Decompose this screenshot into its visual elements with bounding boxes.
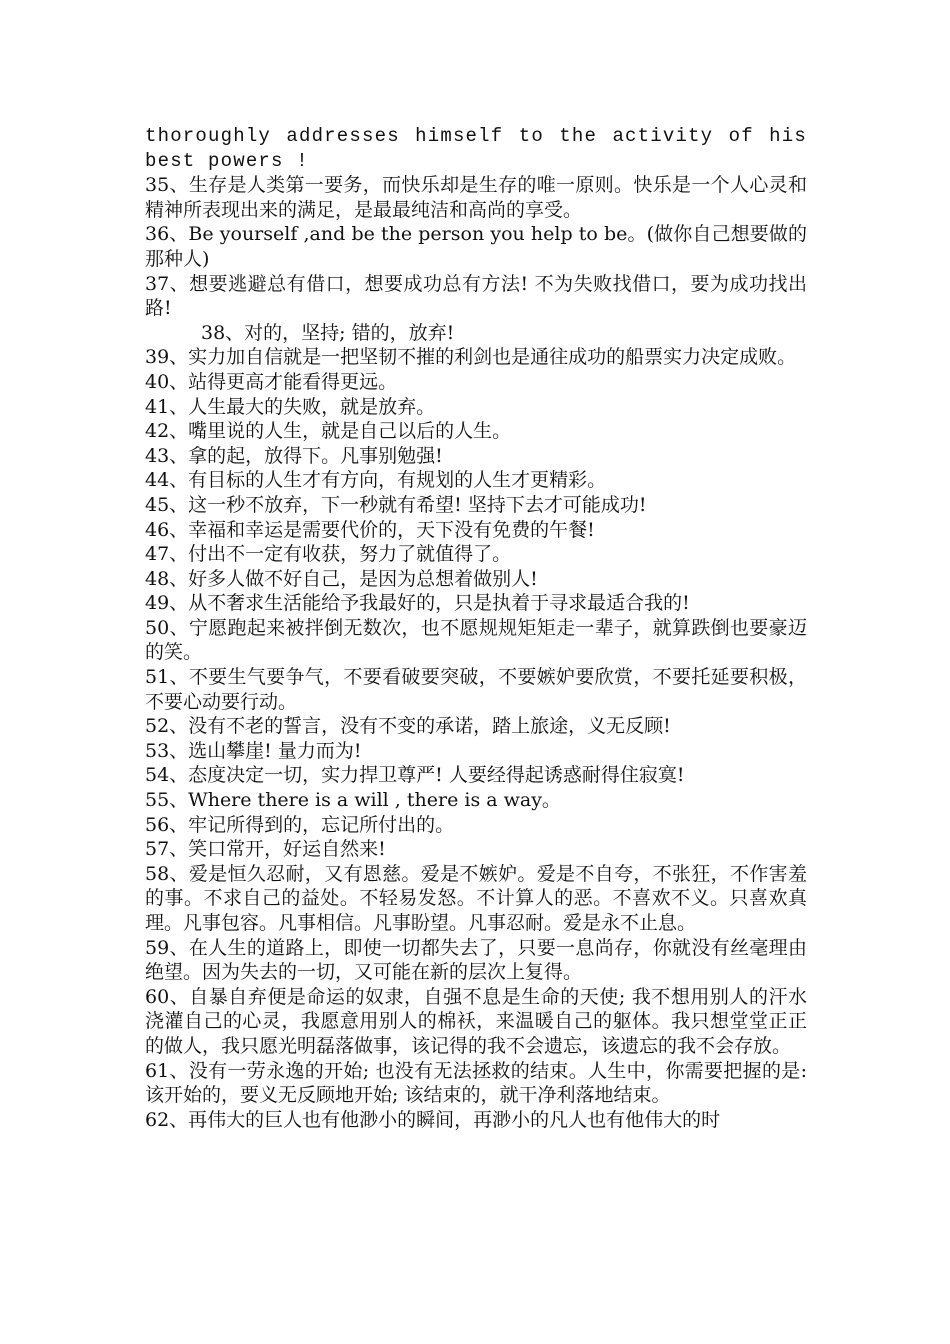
paragraph-43: 43、拿的起，放得下。凡事别勉强! <box>145 444 443 467</box>
paragraph-54: 54、态度决定一切，实力捍卫尊严! 人要经得起诱惑耐得住寂寞! <box>145 764 685 787</box>
paragraph-41: 41、人生最大的失败，就是放弃。 <box>145 395 436 418</box>
paragraph-56: 56、牢记所得到的，忘记所付出的。 <box>145 813 455 836</box>
paragraph-50: 50、宁愿跑起来被拌倒无数次，也不愿规规矩矩走一辈子，就算跌倒也要豪迈的笑。 <box>145 616 807 664</box>
paragraph-39: 39、实力加自信就是一把坚韧不摧的利剑也是通往成功的船票实力决定成败。 <box>145 346 797 369</box>
paragraph-58: 58、爱是恒久忍耐，又有恩慈。爱是不嫉妒。爱是不自夸，不张狂，不作害羞的事。不求自己的益处。不轻易发怒。不计算人的恶。不喜欢不义。只喜欢真理。凡事包容。凡事相信。凡事盼望。凡事忍耐。爱是永不止息。 <box>145 862 807 934</box>
paragraph-44: 44、有目标的人生才有方向，有规划的人生才更精彩。 <box>145 469 607 492</box>
paragraph-62: 62、再伟大的巨人也有他渺小的瞬间，再渺小的凡人也有他伟大的时 <box>145 1108 721 1131</box>
document-body <box>145 124 807 1132</box>
paragraph-48: 48、好多人做不好自己，是因为总想着做别人! <box>145 567 538 590</box>
paragraph-49: 49、从不奢求生活能给予我最好的，只是执着于寻求最适合我的! <box>145 592 690 615</box>
paragraph-52: 52、没有不老的誓言，没有不变的承诺，踏上旅途，义无反顾! <box>145 715 671 738</box>
paragraph-55: 55、Where there is a will , there is a way。 <box>145 789 561 812</box>
paragraph-35: 35、生存是人类第一要务，而快乐却是生存的唯一原则。快乐是一个人心灵和精神所表现出来的满足，是最最纯洁和高尚的享受。 <box>145 174 807 221</box>
paragraph-40: 40、站得更高才能看得更远。 <box>145 370 398 393</box>
paragraph-51: 51、不要生气要争气，不要看破要突破，不要嫉妒要欣赏，不要托延要积极，不要心动要行动。 <box>145 666 807 713</box>
paragraph-57: 57、笑口常开，好运自然来! <box>145 838 386 861</box>
paragraph-continued: thoroughly addresses himself to the activity of his best powers ! <box>145 125 807 172</box>
paragraph-46: 46、幸福和幸运是需要代价的，天下没有免费的午餐! <box>145 518 595 541</box>
paragraph-59: 59、在人生的道路上，即使一切都失去了，只要一息尚存，你就没有丝毫理由绝望。因为失去的一切，又可能在新的层次上复得。 <box>145 936 807 984</box>
paragraph-42: 42、嘴里说的人生，就是自己以后的人生。 <box>145 420 512 443</box>
paragraph-47: 47、付出不一定有收获，努力了就值得了。 <box>145 543 512 566</box>
paragraph-60: 60、自暴自弃便是命运的奴隶，自强不息是生命的天使; 我不想用别人的汗水浇灌自己的心灵，我愿意用别人的棉袄，来温暖自己的躯体。我只想堂堂正正的做人，我只愿光明磊落做事，该记得的我不会遗忘，该遗忘的我不会存放。 <box>145 985 807 1057</box>
paragraph-45: 45、这一秒不放弃，下一秒就有希望! 坚持下去才可能成功! <box>145 493 647 516</box>
paragraph-36: 36、Be yourself ,and be the person you help to be。(做你自己想要做的那种人) <box>145 223 807 270</box>
paragraph-37: 37、想要逃避总有借口，想要成功总有方法! 不为失败找借口，要为成功找出路! <box>145 272 807 320</box>
paragraph-61: 61、没有一劳永逸的开始; 也没有无法拯救的结束。人生中，你需要把握的是: 该开始的，要义无反顾地开始; 该结束的，就干净利落地结束。 <box>145 1059 807 1107</box>
paragraph-38: 38、对的，坚持; 错的，放弃! <box>201 321 455 344</box>
paragraph-53: 53、选山攀崖! 量力而为! <box>145 739 362 762</box>
